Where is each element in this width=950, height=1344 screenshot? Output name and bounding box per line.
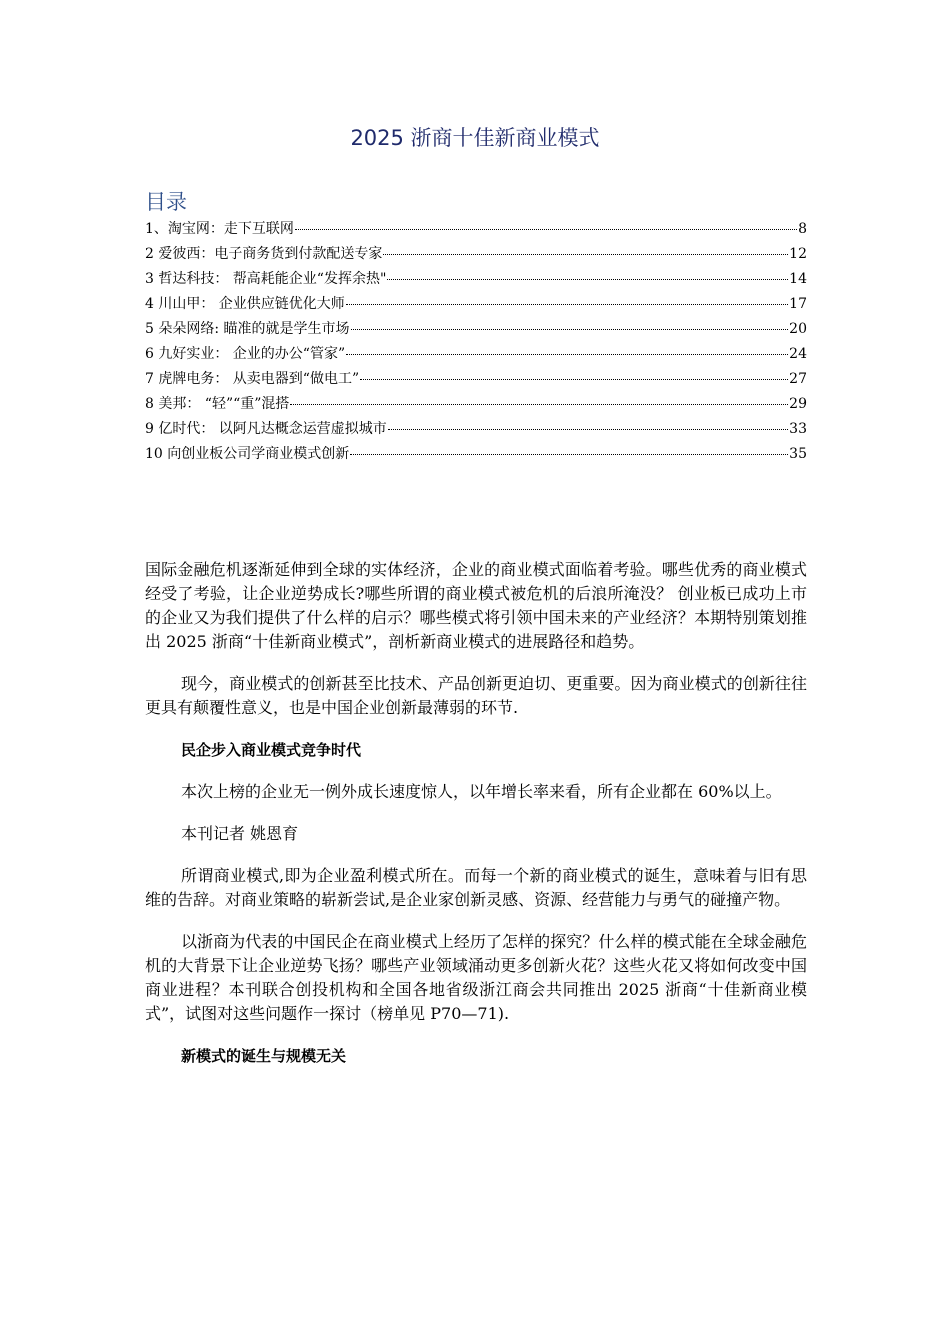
toc-entry-page: 29 (789, 396, 807, 412)
toc-leader-dots (360, 378, 788, 380)
toc-leader-dots (388, 428, 788, 430)
toc-entry-text: 6 九好实业： 企业的办公“管家” (145, 346, 346, 362)
body-paragraph: 所谓商业模式,即为企业盈利模式所在。而每一个新的商业模式的诞生，意味着与旧有思维的告辞。对商业策略的崭新尝试,是企业家创新灵感、资源、经营能力与勇气的碰撞产物。 (145, 866, 807, 909)
toc-heading: 目录 (145, 190, 187, 214)
body-paragraph: 现今，商业模式的创新甚至比技术、产品创新更迫切、更重要。因为商业模式的创新往往更具有颠覆性意义，也是中国企业创新最薄弱的环节. (145, 674, 807, 717)
toc-leader-dots (383, 253, 788, 255)
table-of-contents (145, 218, 807, 468)
toc-entry-text: 3 哲达科技： 帮高耗能企业“发挥余热" (145, 271, 387, 287)
toc-entry-text: 2 爱彼西：电子商务货到付款配送专家 (145, 246, 383, 262)
toc-entry-text: 8 美邦： “轻”“重”混搭 (145, 396, 290, 412)
toc-entry-text: 5 朵朵网络: 瞄准的就是学生市场 (145, 321, 350, 337)
toc-entry[interactable] (145, 418, 807, 443)
toc-leader-dots (346, 303, 788, 305)
toc-entry-page: 8 (798, 221, 807, 237)
toc-entry-page: 33 (789, 421, 807, 437)
toc-entry-page: 17 (789, 296, 807, 312)
toc-entry-page: 12 (789, 246, 807, 262)
toc-leader-dots (346, 353, 788, 355)
toc-entry-page: 24 (789, 346, 807, 362)
toc-entry-text: 7 虎牌电务： 从卖电器到“做电工” (145, 371, 360, 387)
toc-entry-page: 27 (789, 371, 807, 387)
toc-entry-page: 14 (789, 271, 807, 287)
toc-leader-dots (351, 328, 789, 330)
toc-entry[interactable] (145, 268, 807, 293)
body-paragraph: 国际金融危机逐渐延伸到全球的实体经济，企业的商业模式面临着考验。哪些优秀的商业模式经受了考验，让企业逆势成长?哪些所谓的商业模式被危机的后浪所淹没？ 创业板已成功上市的企业又为我们提供了什么样的启示？哪些模式将引领中国未来的产业经济？本期特别策划推出 2025 浙商“十佳新商业模式”，剖析新商业模式的进展路径和趋势。 (145, 560, 807, 651)
toc-entry-text: 4 川山甲： 企业供应链优化大师 (145, 296, 345, 312)
toc-entry-text: 1、淘宝网：走下互联网 (145, 221, 294, 237)
toc-leader-dots (290, 403, 788, 405)
body-paragraph: 以浙商为代表的中国民企在商业模式上经历了怎样的探究？什么样的模式能在全球金融危机的大背景下让企业逆势飞扬？哪些产业领域涌动更多创新火花？这些火花又将如何改变中国商业进程？本刊联合创投机构和全国各地省级浙江商会共同推出 2025 浙商“十佳新商业模式”，试图对这些问题作一探讨（榜单见 P70—71). (145, 932, 807, 1023)
body-paragraph: 本次上榜的企业无一例外成长速度惊人，以年增长率来看，所有企业都在 60%以上。 (181, 782, 782, 801)
section-heading: 新模式的诞生与规模无关 (181, 1047, 347, 1065)
byline: 本刊记者 姚恩育 (181, 824, 299, 843)
toc-leader-dots (387, 278, 788, 280)
toc-entry[interactable] (145, 243, 807, 268)
toc-entry[interactable] (145, 218, 807, 243)
toc-entry[interactable] (145, 318, 807, 343)
document-title: 2025 浙商十佳新商业模式 (350, 126, 600, 150)
section-heading: 民企步入商业模式竞争时代 (181, 741, 362, 759)
toc-entry[interactable] (145, 368, 807, 393)
toc-entry[interactable] (145, 443, 807, 468)
toc-entry-page: 20 (789, 321, 807, 337)
toc-entry[interactable] (145, 293, 807, 318)
toc-entry-page: 35 (789, 446, 807, 462)
toc-entry[interactable] (145, 343, 807, 368)
toc-leader-dots (295, 228, 797, 230)
toc-entry-text: 9 亿时代： 以阿凡达概念运营虚拟城市 (145, 421, 387, 437)
toc-entry-text: 10 向创业板公司学商业模式创新 (145, 446, 350, 462)
toc-entry[interactable] (145, 393, 807, 418)
toc-leader-dots (350, 453, 788, 455)
article-body (145, 558, 807, 1086)
